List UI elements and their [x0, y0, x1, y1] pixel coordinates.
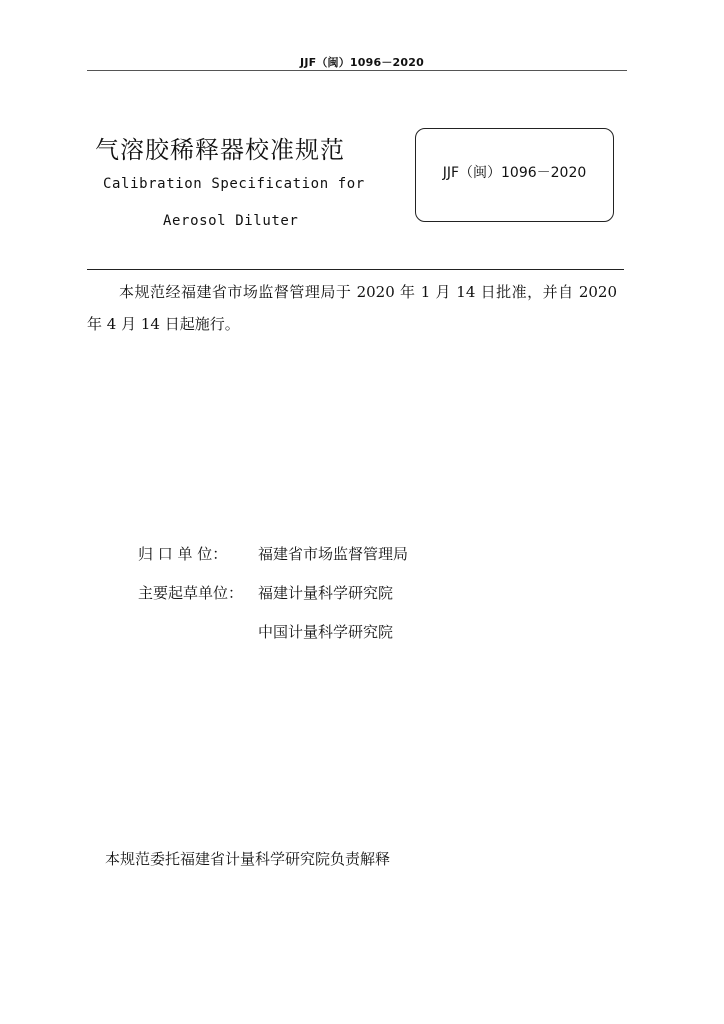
drafting-unit-label: 主要起草单位：: [138, 584, 244, 602]
standard-code: JJF（闽）1096－2020: [442, 165, 587, 181]
responsible-unit-row: [138, 543, 408, 564]
title-divider: [87, 269, 624, 270]
title-chinese: 气溶胶稀释器校准规范: [95, 136, 345, 164]
drafting-unit-row: [138, 582, 393, 603]
drafting-unit-value-2: 中国计量科学研究院: [258, 623, 394, 641]
approval-statement: 本规范经福建省市场监督管理局于 2020 年 1 月 14 日批准，并自 2020 年 4 月 14 日起施行。: [87, 283, 617, 333]
responsible-unit-label: 归 口 单 位：: [138, 545, 228, 563]
title-english-line-1: Calibration Specification for: [103, 176, 365, 192]
drafting-unit-row-2: [138, 621, 393, 642]
header-standard-code: JJF（闽）1096－2020: [300, 56, 424, 69]
responsible-unit-value: 福建省市场监督管理局: [258, 545, 409, 563]
standard-code-box: [415, 128, 614, 222]
drafting-unit-value-1: 福建计量科学研究院: [258, 584, 394, 602]
header-divider: [87, 70, 627, 71]
title-english-line-2: Aerosol Diluter: [163, 213, 299, 229]
interpretation-note: 本规范委托福建省计量科学研究院负责解释: [105, 850, 391, 868]
